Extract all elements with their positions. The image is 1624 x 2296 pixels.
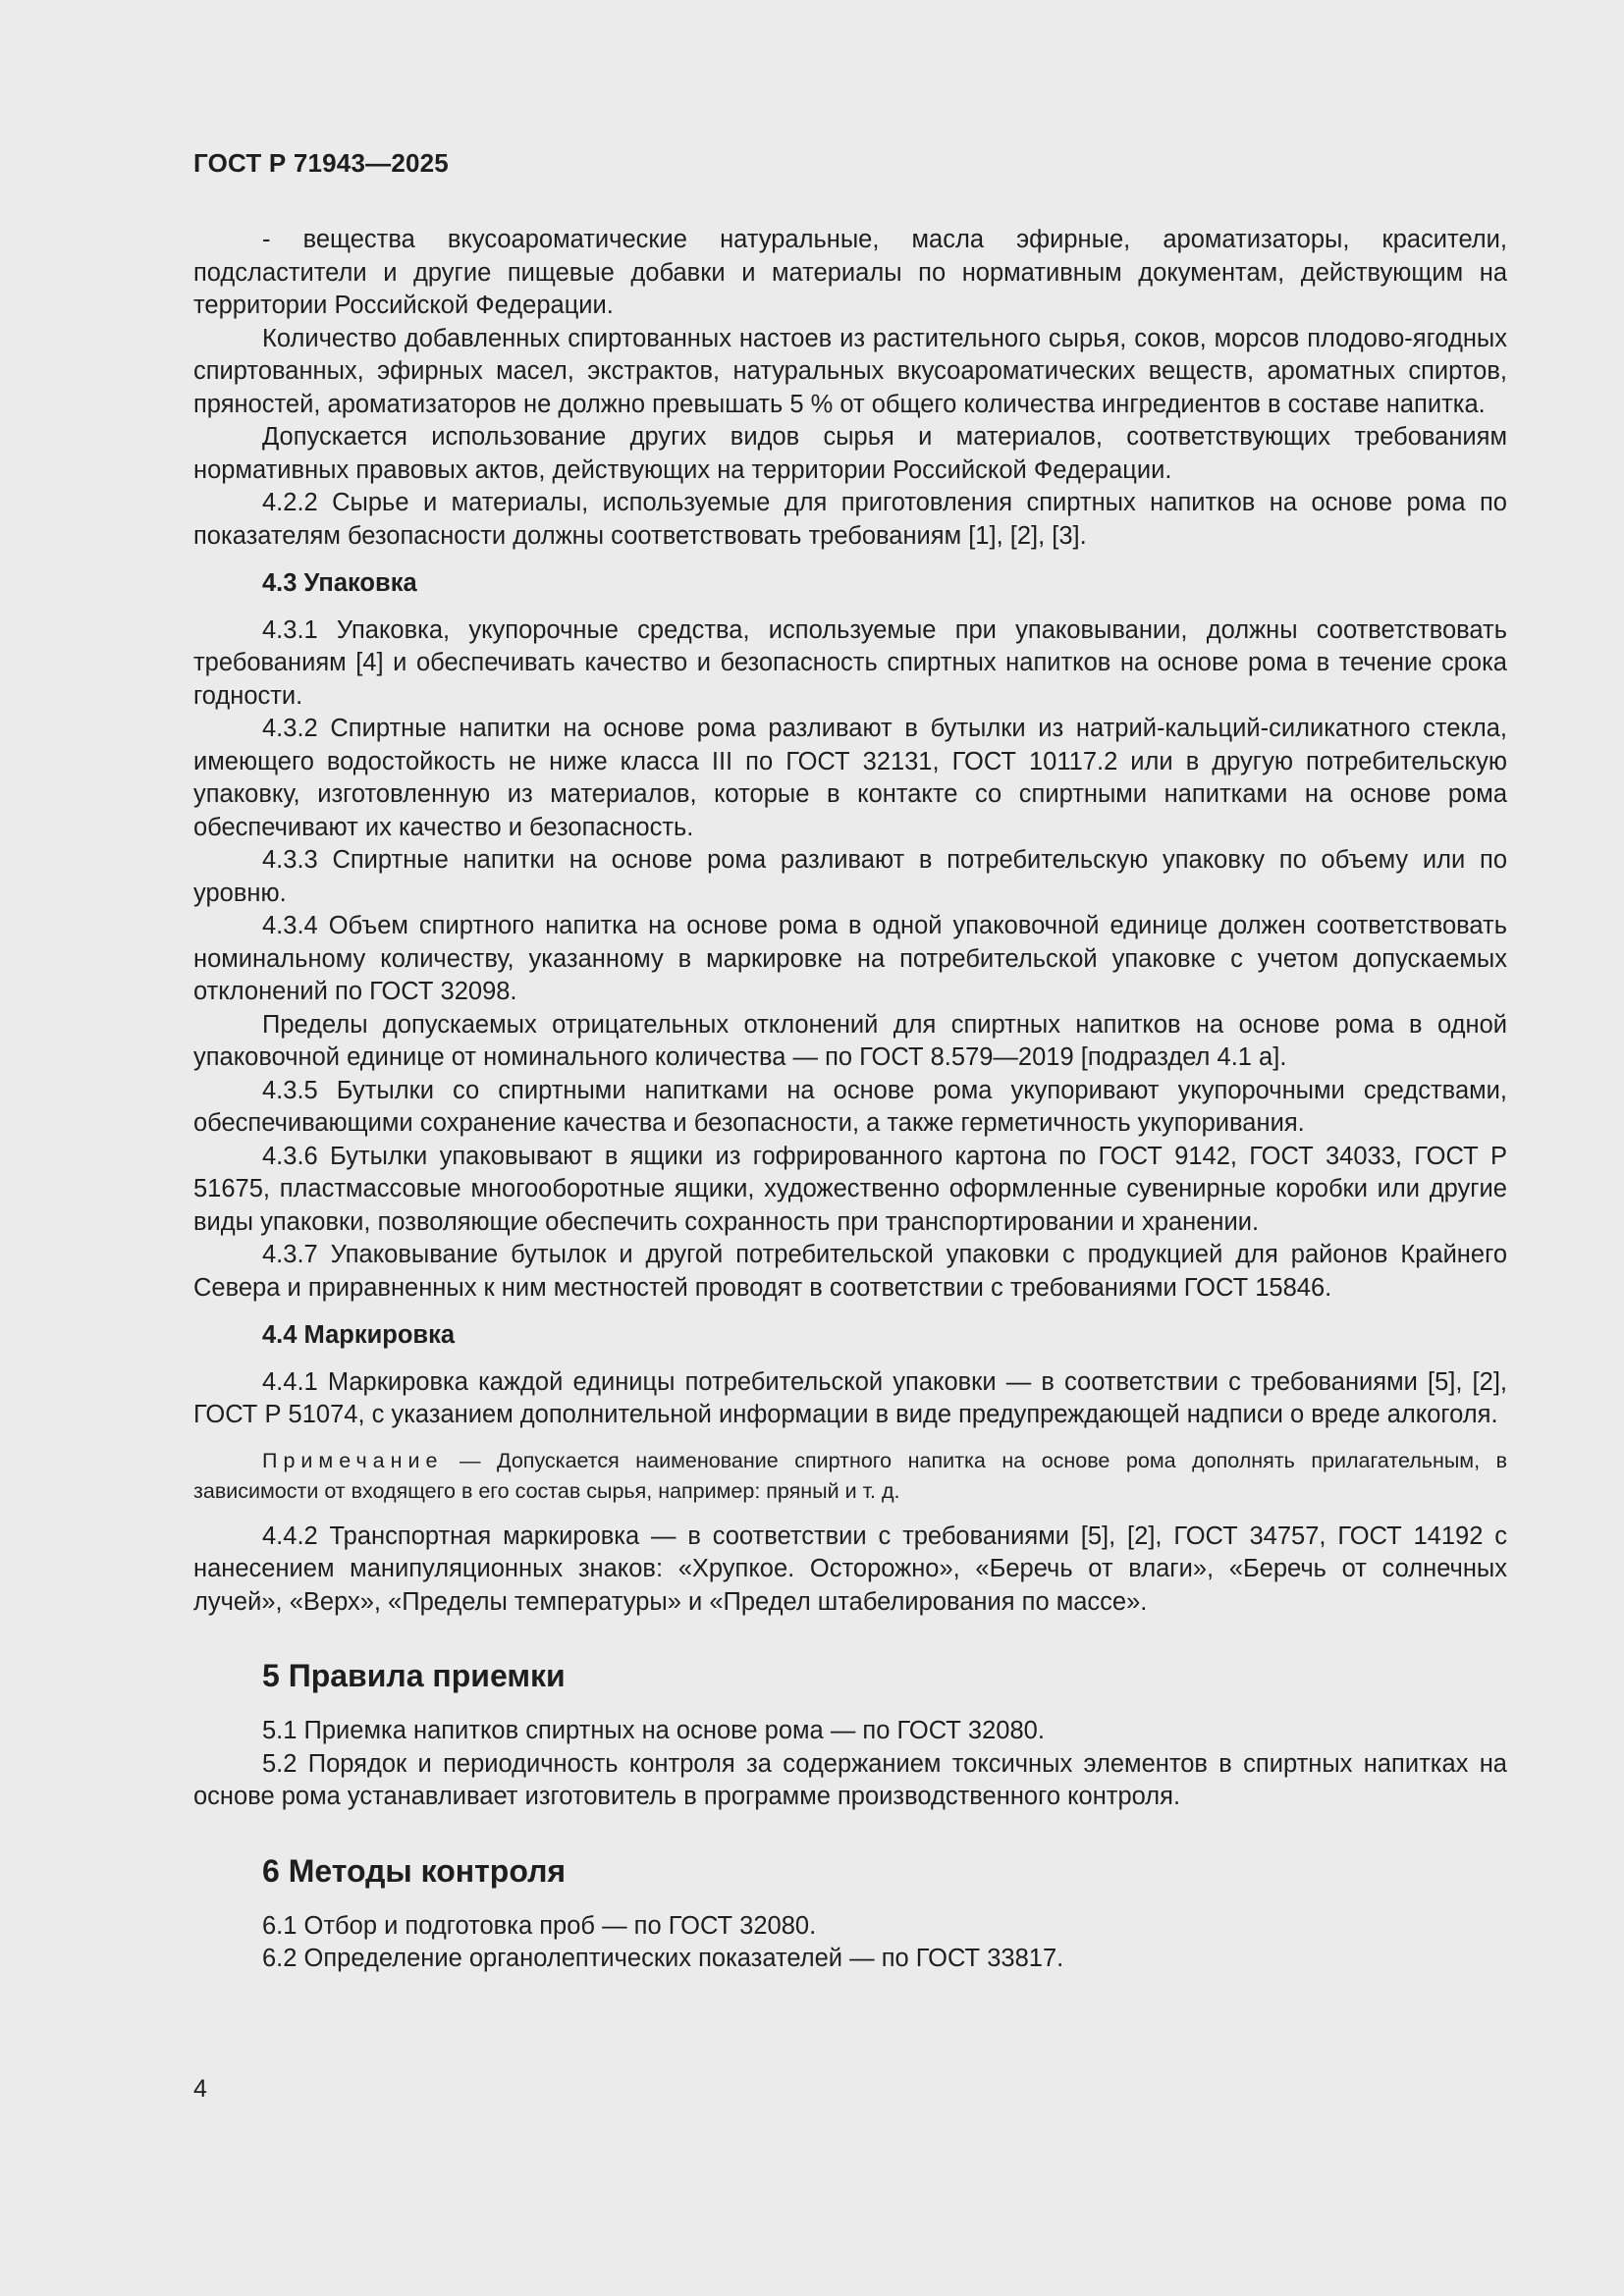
paragraph: Пределы допускаемых отрицательных отклонений для спиртных напитков на основе рома в одной упаковочной единице от номинального количества — по ГОСТ 8.579—2019 [подраздел 4.1 а]. <box>193 1010 1507 1071</box>
paragraph: Количество добавленных спиртованных настоев из растительного сырья, соков, морсов плодово-ягодных спиртованных, эфирных масел, экстрактов, натуральных вкусоароматических веществ, ароматных спиртов, пряностей, ароматизаторов не должно превышать 5 % от общего количества ингредиентов в составе напитка. <box>193 324 1507 418</box>
paragraph: 5.2 Порядок и периодичность контроля за содержанием токсичных элементов в спиртных напитках на основе рома устанавливает изготовитель в программе производственного контроля. <box>193 1749 1507 1810</box>
paragraph: - вещества вкусоароматические натуральные, масла эфирные, ароматизаторы, красители, подсластители и другие пищевые добавки и материалы по нормативным документам, действующим на территории Российской Федерации. <box>193 226 1507 319</box>
paragraph: 4.2.2 Сырье и материалы, используемые для приготовления спиртных напитков на основе рома по показателям безопасности должны соответствовать требованиям [1], [2], [3]. <box>193 489 1507 550</box>
paragraph: 4.3.1 Упаковка, укупорочные средства, используемые при упаковывании, должны соответствовать требованиям [4] и обеспечивать качество и безопасность спиртных напитков на основе рома в течение срока годности. <box>193 615 1507 710</box>
paragraph: 4.4.1 Маркировка каждой единицы потребительской упаковки — в соответствии с требованиями [5], [2], ГОСТ Р 51074, с указанием дополнительной информации в виде предупреждающей надписи о вреде алкоголя. <box>193 1367 1507 1428</box>
section-heading-5: 5 Правила приемки <box>262 1658 566 1693</box>
document-body <box>193 224 1507 1976</box>
note-label: Примечание <box>262 1448 444 1472</box>
paragraph: 4.3.6 Бутылки упаковывают в ящики из гофрированного картона по ГОСТ 9142, ГОСТ 34033, ГОСТ Р 51675, пластмассовые многооборотные ящики, художественно оформленные сувенирные коробки или другие виды упаковки, позволяющие обеспечить сохранность при транспортировании и хранении. <box>193 1142 1507 1236</box>
paragraph: 6.1 Отбор и подготовка проб — по ГОСТ 32080. <box>262 1911 817 1940</box>
paragraph: 4.3.7 Упаковывание бутылок и другой потребительской упаковки с продукцией для районов Крайнего Севера и приравненных к ним местностей проводят в соответствии с требованиями ГОСТ 15846. <box>193 1241 1507 1302</box>
section-heading-4-3: 4.3 Упаковка <box>262 569 417 597</box>
page-number: 4 <box>193 2075 207 2103</box>
paragraph: 6.2 Определение органолептических показателей — по ГОСТ 33817. <box>262 1945 1064 1972</box>
paragraph: 4.3.2 Спиртные напитки на основе рома разливают в бутылки из натрий-кальций-силикатного стекла, имеющего водостойкость не ниже класса III по ГОСТ 32131, ГОСТ 10117.2 или в другую потребительскую упаковку, изготовленную из материалов, которые в контакте со спиртными напитками на основе рома обеспечивают их качество и безопасность. <box>193 715 1507 841</box>
note-text: — Допускается наименование спиртного напитка на основе рома дополнять прилагательным, в зависимости от входящего в его состав сырья, например: пряный и т. д. <box>193 1448 1507 1503</box>
paragraph: Допускается использование других видов сырья и материалов, соответствующих требованиям нормативных правовых актов, действующих на территории Российской Федерации. <box>193 423 1507 484</box>
note <box>193 1446 1507 1507</box>
document-header: ГОСТ Р 71943—2025 <box>193 148 449 178</box>
paragraph: 4.4.2 Транспортная маркировка — в соответствии с требованиями [5], [2], ГОСТ 34757, ГОСТ 14192 с нанесением манипуляционных знаков: «Хрупкое. Осторожно», «Беречь от влаги», «Беречь от солнечных лучей», «Верх», «Пределы температуры» и «Предел штабелирования по массе». <box>193 1522 1507 1616</box>
section-heading-4-4: 4.4 Маркировка <box>262 1321 456 1349</box>
section-heading-6: 6 Методы контроля <box>262 1852 567 1889</box>
paragraph: 4.3.3 Спиртные напитки на основе рома разливают в потребительскую упаковку по объему или по уровню. <box>193 846 1507 907</box>
paragraph: 4.3.5 Бутылки со спиртными напитками на основе рома укупоривают укупорочными средствами, обеспечивающими сохранение качества и безопасности, а также герметичность укупоривания. <box>193 1076 1507 1137</box>
paragraph: 4.3.4 Объем спиртного напитка на основе рома в одной упаковочной единице должен соответствовать номинальному количеству, указанному в маркировке на потребительской упаковке с учетом допускаемых отклонений по ГОСТ 32098. <box>193 912 1507 1005</box>
paragraph: 5.1 Приемка напитков спиртных на основе рома — по ГОСТ 32080. <box>262 1717 1045 1744</box>
